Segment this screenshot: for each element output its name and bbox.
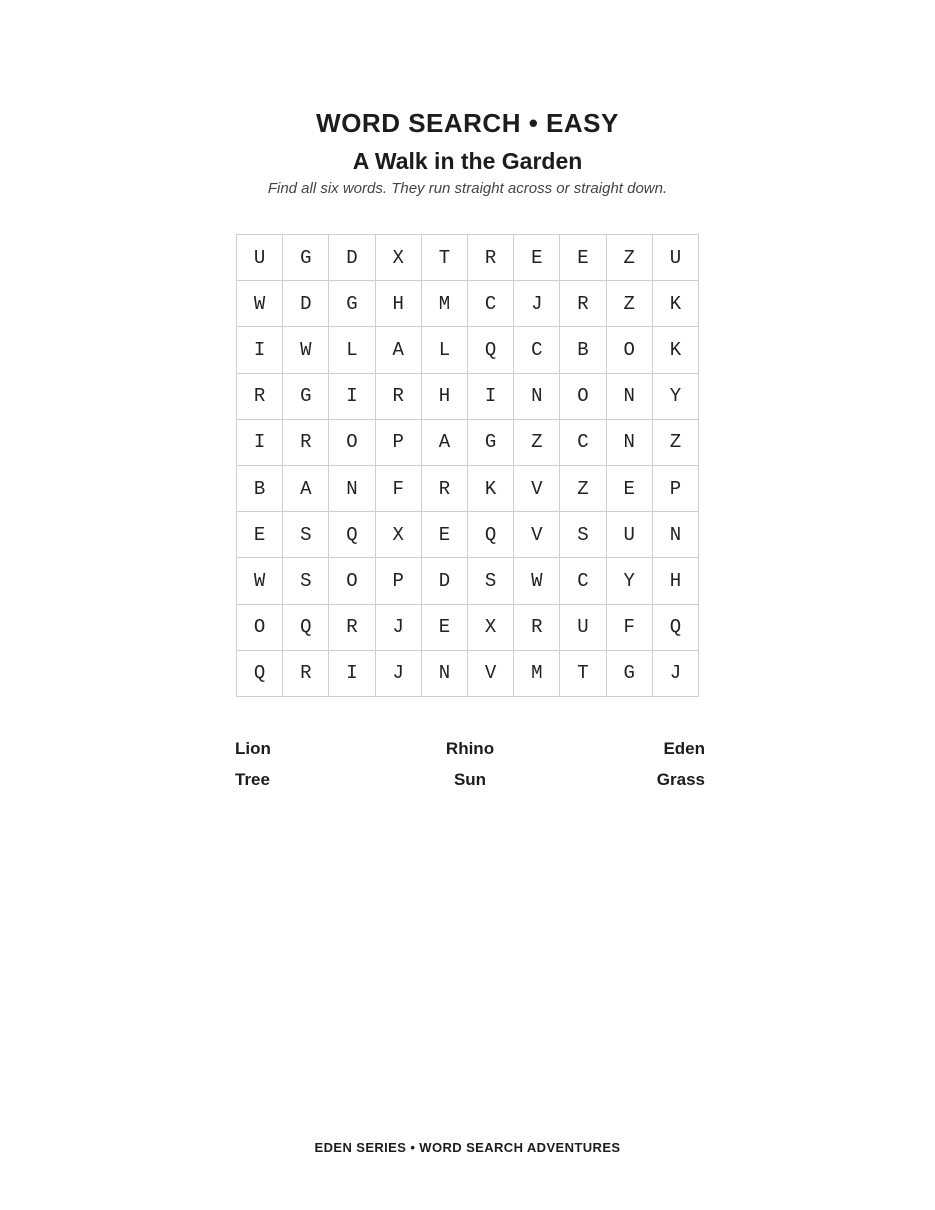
grid-cell[interactable]: O <box>607 327 653 373</box>
grid-cell[interactable]: R <box>376 374 422 420</box>
grid-cell[interactable]: A <box>422 420 468 466</box>
grid-cell[interactable]: I <box>329 651 375 697</box>
grid-cell[interactable]: E <box>560 235 606 281</box>
grid-cell[interactable]: Q <box>237 651 283 697</box>
grid-cell[interactable]: Z <box>560 466 606 512</box>
grid-cell[interactable]: E <box>422 605 468 651</box>
puzzle-subtitle: A Walk in the Garden <box>352 148 583 174</box>
grid-cell[interactable]: P <box>653 466 699 512</box>
grid-cell[interactable]: X <box>376 512 422 558</box>
grid-cell[interactable]: R <box>514 605 560 651</box>
grid-cell[interactable]: I <box>237 327 283 373</box>
series-footer: EDEN SERIES • WORD SEARCH ADVENTURES <box>314 1140 621 1155</box>
grid-cell[interactable]: R <box>329 605 375 651</box>
grid-cell[interactable]: N <box>607 420 653 466</box>
grid-cell[interactable]: V <box>514 512 560 558</box>
word-list <box>200 738 740 790</box>
grid-cell[interactable]: S <box>283 512 329 558</box>
grid-cell[interactable]: E <box>514 235 560 281</box>
grid-cell[interactable]: G <box>468 420 514 466</box>
grid-cell[interactable]: K <box>653 281 699 327</box>
word-list-item: Lion <box>235 739 271 758</box>
grid-cell[interactable]: O <box>329 558 375 604</box>
grid-cell[interactable]: D <box>329 235 375 281</box>
grid-cell[interactable]: R <box>422 466 468 512</box>
grid-cell[interactable]: Q <box>283 605 329 651</box>
word-list-item: Tree <box>235 770 270 789</box>
grid-cell[interactable]: V <box>468 651 514 697</box>
grid-cell[interactable]: Q <box>653 605 699 651</box>
grid-cell[interactable]: N <box>607 374 653 420</box>
grid-cell[interactable]: C <box>560 420 606 466</box>
grid-cell[interactable]: N <box>653 512 699 558</box>
grid-cell[interactable]: W <box>514 558 560 604</box>
grid-cell[interactable]: D <box>422 558 468 604</box>
grid-cell[interactable]: C <box>514 327 560 373</box>
grid-cell[interactable]: X <box>376 235 422 281</box>
letter-grid <box>236 234 699 697</box>
grid-cell[interactable]: W <box>237 558 283 604</box>
word-list-item: Rhino <box>445 739 495 758</box>
grid-cell[interactable]: U <box>653 235 699 281</box>
grid-cell[interactable]: Z <box>607 281 653 327</box>
grid-cell[interactable]: Q <box>468 512 514 558</box>
grid-cell[interactable]: L <box>329 327 375 373</box>
grid-cell[interactable]: O <box>560 374 606 420</box>
grid-cell[interactable]: B <box>560 327 606 373</box>
grid-cell[interactable]: W <box>283 327 329 373</box>
grid-cell[interactable]: S <box>560 512 606 558</box>
grid-cell[interactable]: Z <box>607 235 653 281</box>
grid-cell[interactable]: R <box>237 374 283 420</box>
grid-cell[interactable]: W <box>237 281 283 327</box>
grid-cell[interactable]: O <box>237 605 283 651</box>
page-title: WORD SEARCH • EASY <box>316 108 619 138</box>
grid-cell[interactable]: P <box>376 420 422 466</box>
instructions: Find all six words. They run straight across or straight down. <box>267 180 668 197</box>
grid-cell[interactable]: H <box>422 374 468 420</box>
grid-cell[interactable]: E <box>607 466 653 512</box>
grid-cell[interactable]: U <box>560 605 606 651</box>
grid-cell[interactable]: J <box>653 651 699 697</box>
grid-cell[interactable]: S <box>468 558 514 604</box>
grid-cell[interactable]: D <box>283 281 329 327</box>
grid-cell[interactable]: B <box>237 466 283 512</box>
grid-cell[interactable]: G <box>283 374 329 420</box>
grid-cell[interactable]: N <box>422 651 468 697</box>
grid-cell[interactable]: Q <box>329 512 375 558</box>
grid-cell[interactable]: V <box>514 466 560 512</box>
grid-cell[interactable]: H <box>376 281 422 327</box>
grid-cell[interactable]: E <box>237 512 283 558</box>
word-list-item: Eden <box>663 739 705 758</box>
grid-cell[interactable]: U <box>607 512 653 558</box>
grid-cell[interactable]: M <box>514 651 560 697</box>
grid-cell[interactable]: K <box>653 327 699 373</box>
grid-cell[interactable]: G <box>607 651 653 697</box>
word-list-item: Grass <box>656 770 705 789</box>
word-list-item: Sun <box>453 770 487 789</box>
grid-cell[interactable]: M <box>422 281 468 327</box>
grid-cell[interactable]: I <box>237 420 283 466</box>
grid-cell[interactable]: I <box>329 374 375 420</box>
grid-cell[interactable]: U <box>237 235 283 281</box>
grid-cell[interactable]: K <box>468 466 514 512</box>
grid-cell[interactable]: E <box>422 512 468 558</box>
grid-cell[interactable]: J <box>514 281 560 327</box>
grid-cell[interactable]: R <box>560 281 606 327</box>
grid-cell[interactable]: I <box>468 374 514 420</box>
grid-cell[interactable]: R <box>468 235 514 281</box>
grid-cell[interactable]: N <box>329 466 375 512</box>
grid-cell[interactable]: X <box>468 605 514 651</box>
grid-cell[interactable]: N <box>514 374 560 420</box>
grid-cell[interactable]: F <box>376 466 422 512</box>
grid-cell[interactable]: Z <box>653 420 699 466</box>
grid-cell[interactable]: S <box>283 558 329 604</box>
grid-cell[interactable]: C <box>468 281 514 327</box>
grid-cell[interactable]: G <box>283 235 329 281</box>
grid-cell[interactable]: G <box>329 281 375 327</box>
grid-cell[interactable]: H <box>653 558 699 604</box>
grid-cell[interactable]: T <box>422 235 468 281</box>
grid-cell[interactable]: R <box>283 651 329 697</box>
grid-cell[interactable]: T <box>560 651 606 697</box>
grid-cell[interactable]: Q <box>468 327 514 373</box>
grid-cell[interactable]: Y <box>607 558 653 604</box>
grid-cell[interactable]: A <box>283 466 329 512</box>
grid-cell[interactable]: C <box>560 558 606 604</box>
grid-cell[interactable]: Z <box>514 420 560 466</box>
grid-cell[interactable]: J <box>376 651 422 697</box>
grid-cell[interactable]: L <box>422 327 468 373</box>
grid-cell[interactable]: A <box>376 327 422 373</box>
grid-cell[interactable]: O <box>329 420 375 466</box>
grid-cell[interactable]: P <box>376 558 422 604</box>
grid-cell[interactable]: J <box>376 605 422 651</box>
grid-cell[interactable]: R <box>283 420 329 466</box>
grid-cell[interactable]: F <box>607 605 653 651</box>
grid-cell[interactable]: Y <box>653 374 699 420</box>
